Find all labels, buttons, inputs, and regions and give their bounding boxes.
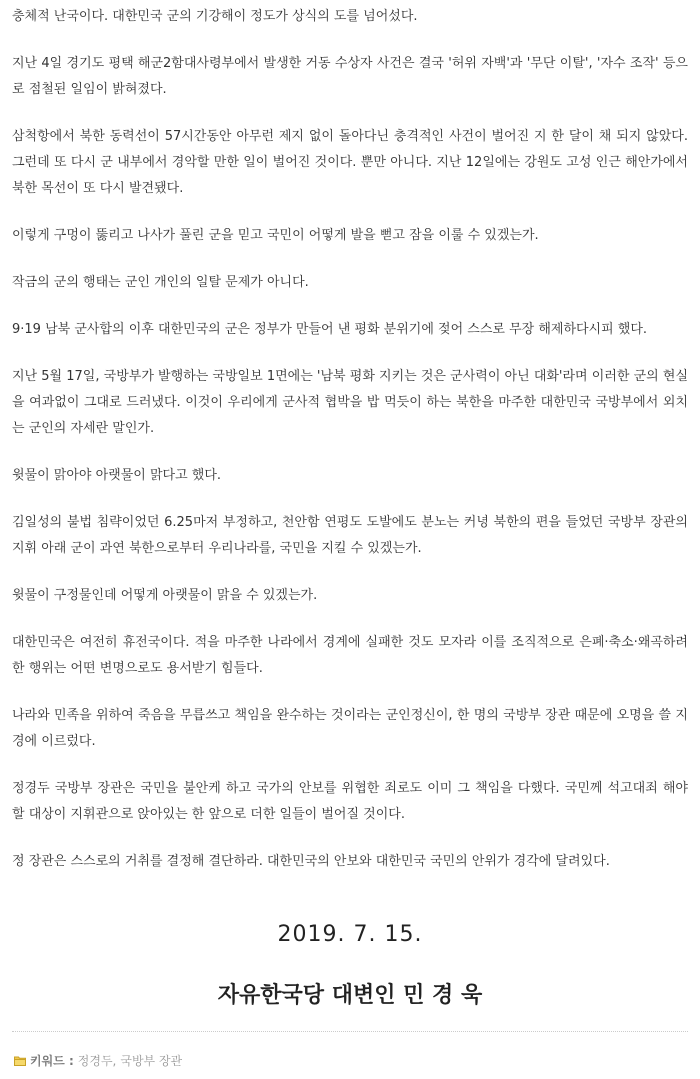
keywords-bar — [14, 1052, 182, 1069]
article-body — [12, 4, 688, 896]
paragraph-1: 충체적 난국이다. 대한민국 군의 기강해이 정도가 상식의 도를 넘어섰다. — [12, 9, 418, 24]
paragraph-2: 지난 4일 경기도 평택 해군2함대사령부에서 발생한 거동 수상자 사건은 결국 '허위 자백'과 '무단 이탈', '자수 조작' 등으로 점철된 일임이 밝혀졌다. — [12, 56, 688, 97]
paragraph-6: 9·19 남북 군사합의 이후 대한민국의 군은 정부가 만들어 낸 평화 분위기에 젖어 스스로 무장 해제하다시피 했다. — [12, 322, 648, 337]
keyword-link-1[interactable]: 정경두 — [77, 1054, 113, 1068]
paragraph-14: 정 장관은 스스로의 거취를 결정해 결단하라. 대한민국의 안보와 대한민국 국민의 안위가 경각에 달려있다. — [12, 854, 610, 869]
spokesperson-signature: 자유한국당 대변인 민 경 욱 — [217, 983, 483, 1008]
divider — [12, 1031, 688, 1032]
folder-icon — [14, 1055, 26, 1066]
release-date: 2019. 7. 15. — [277, 922, 423, 947]
paragraph-13: 정경두 국방부 장관은 국민을 불안케 하고 국가의 안보를 위협한 죄로도 이미 그 책임을 다했다. 국민께 석고대죄 해야 할 대상이 지휘관으로 앉아있는 한 앞으로 더한 일들이 벌어질 것이다. — [12, 781, 688, 822]
paragraph-8: 윗물이 맑아야 아랫물이 맑다고 했다. — [12, 468, 222, 483]
keyword-separator: , — [112, 1053, 117, 1068]
paragraph-12: 나라와 민족을 위하여 죽음을 무릅쓰고 책임을 완수하는 것이라는 군인정신이, 한 명의 국방부 장관 때문에 오명을 쓸 지경에 이르렀다. — [12, 708, 688, 749]
paragraph-10: 윗물이 구정물인데 어떻게 아랫물이 맑을 수 있겠는가. — [12, 588, 318, 603]
keyword-link-2[interactable]: 국방부 장관 — [120, 1054, 183, 1068]
keywords-label: 키워드 : — [30, 1054, 74, 1068]
paragraph-11: 대한민국은 여전히 휴전국이다. 적을 마주한 나라에서 경계에 실패한 것도 모자라 이를 조직적으로 은폐·축소·왜곡하려 한 행위는 어떤 변명으로도 용서받기 힘들다. — [12, 635, 688, 676]
paragraph-7: 지난 5월 17일, 국방부가 발행하는 국방일보 1면에는 '남북 평화 지키는 것은 군사력이 아닌 대화'라며 이러한 군의 현실을 여과없이 그대로 드러냈다. 이것이 우리에게 군사적 협박을 밥 먹듯이 하는 북한을 마주한 대한민국 국방부에서 외치는 군인의 자세란 말인가. — [12, 369, 688, 436]
paragraph-9: 김일성의 불법 침략이었던 6.25마저 부정하고, 천안함 연평도 도발에도 분노는 커녕 북한의 편을 들었던 국방부 장관의 지휘 아래 군이 과연 북한으로부터 우리나라를, 국민을 지킬 수 있겠는가. — [12, 515, 688, 556]
paragraph-4: 이렇게 구멍이 뚫리고 나사가 풀린 군을 믿고 국민이 어떻게 발을 뻗고 잠을 이룰 수 있겠는가. — [12, 228, 539, 243]
paragraph-3: 삼척항에서 북한 동력선이 57시간동안 아무런 제지 없이 돌아다닌 충격적인 사건이 벌어진 지 한 달이 채 되지 않았다. 그런데 또 다시 군 내부에서 경악할 만한 일이 벌어진 것이다. 뿐만 아니다. 지난 12일에는 강원도 고성 인근 해안가에서 북한 목선이 또 다시 발견됐다. — [12, 129, 688, 196]
paragraph-5: 작금의 군의 행태는 군인 개인의 일탈 문제가 아니다. — [12, 275, 309, 290]
